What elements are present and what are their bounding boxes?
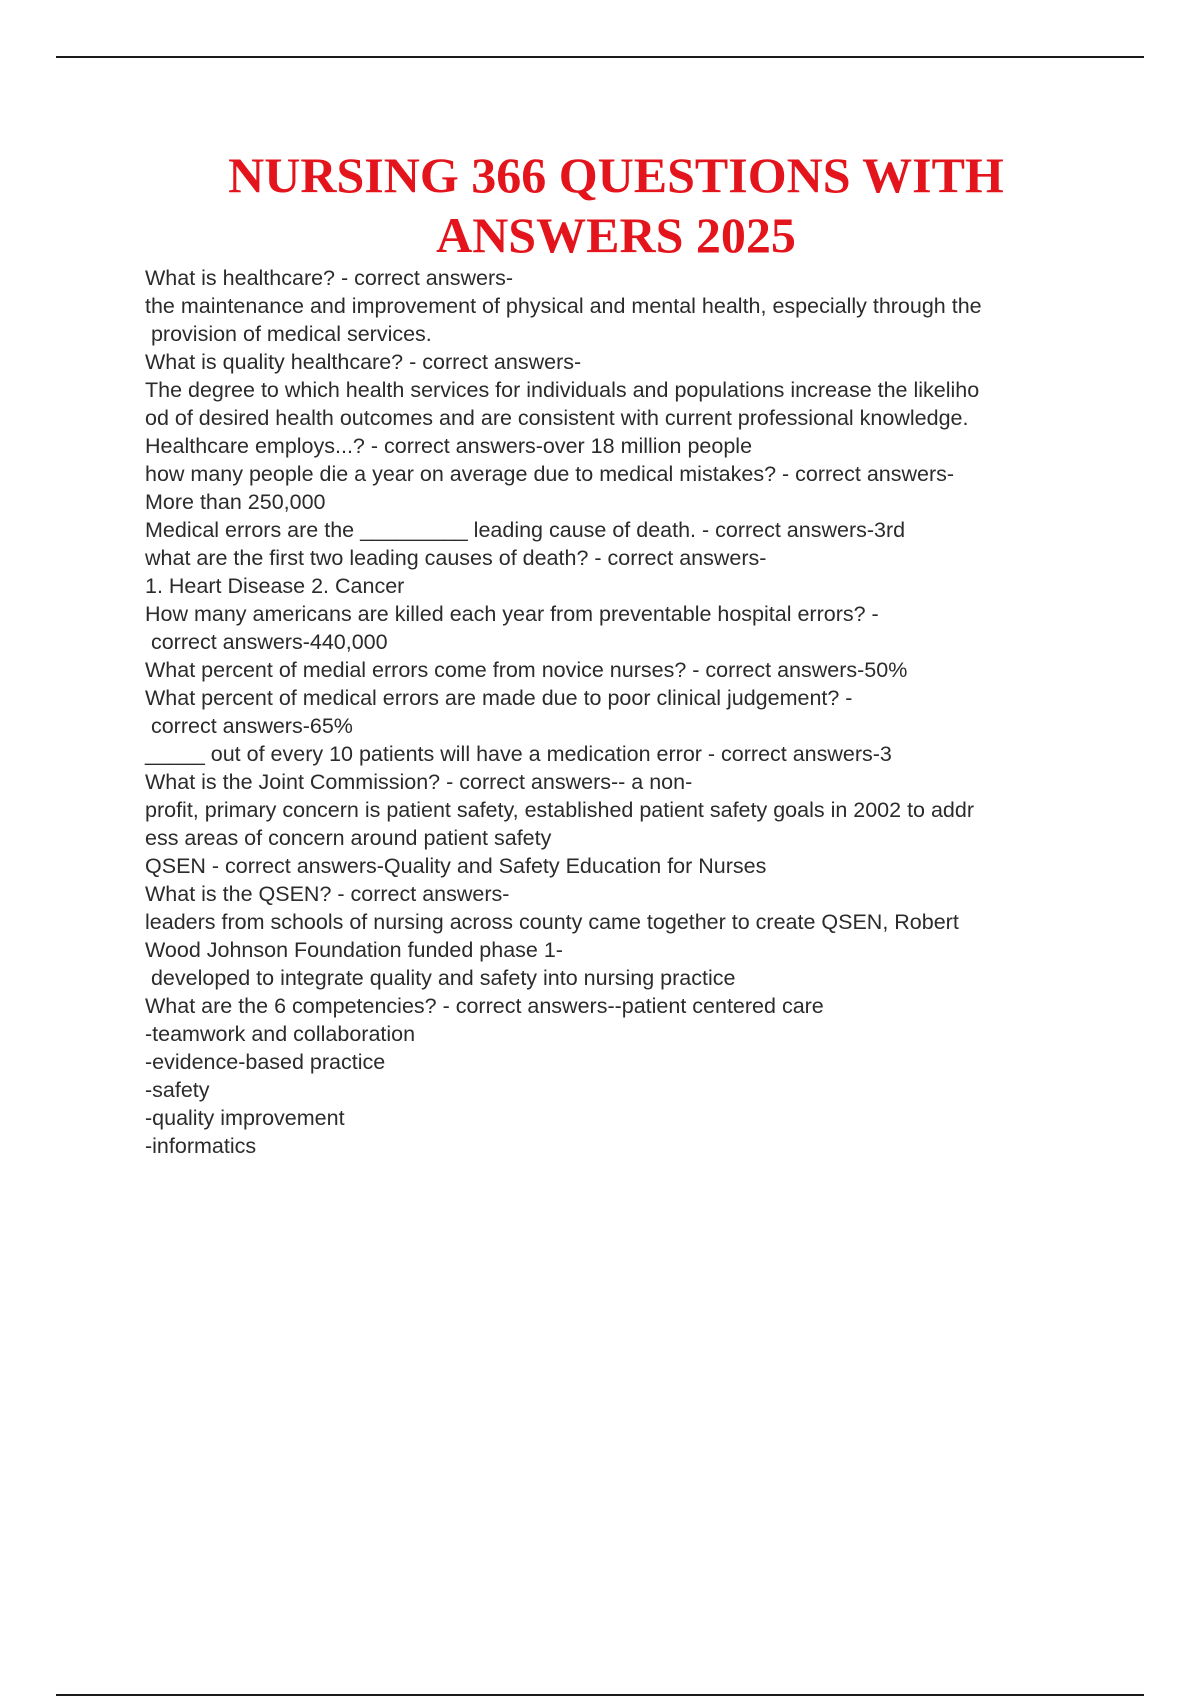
text-line: what are the first two leading causes of death? - correct answers-: [145, 546, 767, 570]
document-title: [0, 145, 1200, 265]
text-line: leaders from schools of nursing across county came together to create QSEN, Robert: [145, 910, 959, 934]
text-line: ess areas of concern around patient safety: [145, 826, 552, 850]
text-line: developed to integrate quality and safety into nursing practice: [145, 966, 736, 990]
text-line: How many americans are killed each year from preventable hospital errors? -: [145, 602, 879, 626]
text-line: provision of medical services.: [145, 322, 432, 346]
text-line: The degree to which health services for individuals and populations increase the likeliho: [145, 378, 980, 402]
title-line-1: NURSING 366 QUESTIONS WITH: [228, 147, 1004, 203]
qa-body: [145, 264, 1095, 1160]
text-line: What is the QSEN? - correct answers-: [145, 882, 510, 906]
text-line: What are the 6 competencies? - correct answers--patient centered care: [145, 994, 824, 1018]
text-line: profit, primary concern is patient safety, established patient safety goals in 2002 to addr: [145, 798, 975, 822]
text-line: What percent of medical errors are made due to poor clinical judgement? -: [145, 686, 853, 710]
text-line: Medical errors are the _________ leading cause of death. - correct answers-3rd: [145, 518, 906, 542]
text-line: -informatics: [145, 1134, 257, 1158]
text-line: What is healthcare? - correct answers-: [145, 266, 514, 290]
text-line: Wood Johnson Foundation funded phase 1-: [145, 938, 563, 962]
title-line-2: ANSWERS 2025: [436, 207, 796, 263]
bottom-rule: [56, 1694, 1144, 1696]
text-line: 1. Heart Disease 2. Cancer: [145, 574, 405, 598]
text-line: More than 250,000: [145, 490, 326, 514]
text-line: What is quality healthcare? - correct answers-: [145, 350, 582, 374]
text-line: What percent of medial errors come from novice nurses? - correct answers-50%: [145, 658, 908, 682]
text-line: correct answers-65%: [145, 714, 353, 738]
text-line: -quality improvement: [145, 1106, 345, 1130]
text-line: Healthcare employs...? - correct answers-over 18 million people: [145, 434, 753, 458]
text-line: od of desired health outcomes and are consistent with current professional knowledge.: [145, 406, 969, 430]
text-line: -safety: [145, 1078, 210, 1102]
text-line: -teamwork and collaboration: [145, 1022, 416, 1046]
text-line: correct answers-440,000: [145, 630, 388, 654]
text-line: _____ out of every 10 patients will have a medication error - correct answers-3: [145, 742, 892, 766]
text-line: -evidence-based practice: [145, 1050, 386, 1074]
text-line: What is the Joint Commission? - correct answers-- a non-: [145, 770, 693, 794]
top-rule: [56, 56, 1144, 58]
text-line: the maintenance and improvement of physical and mental health, especially through the: [145, 294, 982, 318]
text-line: how many people die a year on average due to medical mistakes? - correct answers-: [145, 462, 955, 486]
text-line: QSEN - correct answers-Quality and Safety Education for Nurses: [145, 854, 767, 878]
